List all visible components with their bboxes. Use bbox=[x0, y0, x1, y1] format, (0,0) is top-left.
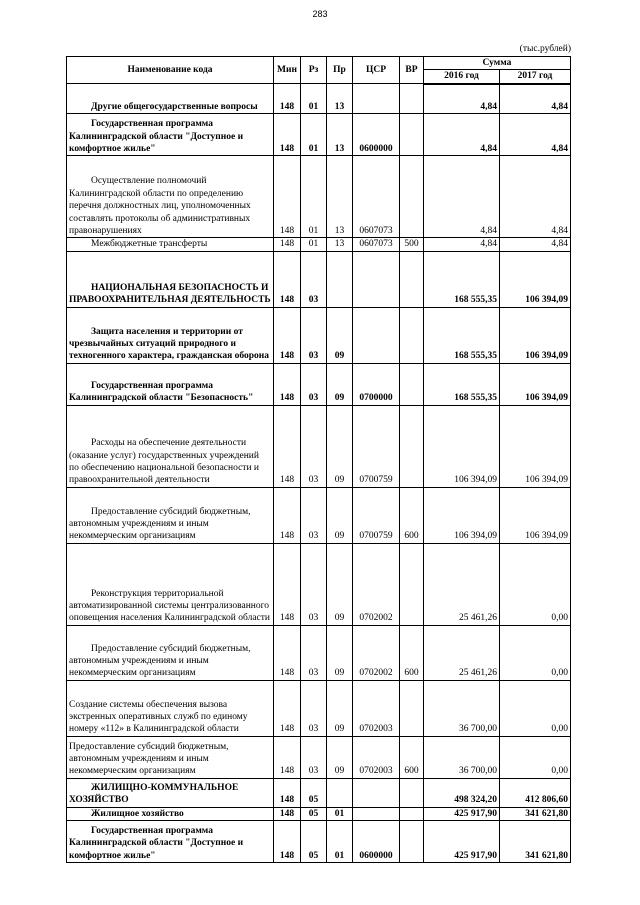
table-row bbox=[67, 84, 571, 114]
table-row bbox=[67, 736, 571, 778]
name-cell: Государственная программа Калининградской области "Доступное и комфортное жилье" bbox=[67, 821, 274, 863]
table-row bbox=[67, 156, 571, 238]
pr-cell: 13 bbox=[327, 84, 353, 114]
sum-2017-cell: 106 394,09 bbox=[500, 251, 571, 307]
vr-cell bbox=[400, 405, 424, 487]
vr-cell bbox=[400, 307, 424, 363]
sum-2016-cell: 168 555,35 bbox=[424, 251, 500, 307]
name-cell: Государственная программа Калининградской области "Безопасность" bbox=[67, 363, 274, 405]
vr-cell bbox=[400, 84, 424, 114]
min-cell: 148 bbox=[274, 238, 301, 251]
sum-2016-cell: 106 394,09 bbox=[424, 405, 500, 487]
csr-cell: 0600000 bbox=[353, 821, 400, 863]
vr-cell bbox=[400, 363, 424, 405]
name-cell: Другие общегосударственные вопросы bbox=[67, 84, 274, 114]
sum-2017-cell: 106 394,09 bbox=[500, 487, 571, 543]
csr-cell: 0702002 bbox=[353, 625, 400, 680]
min-cell: 148 bbox=[274, 680, 301, 736]
csr-cell bbox=[353, 307, 400, 363]
vr-cell bbox=[400, 821, 424, 863]
vr-cell: 600 bbox=[400, 487, 424, 543]
table-row bbox=[67, 778, 571, 807]
rz-cell: 03 bbox=[301, 736, 327, 778]
name-cell: Создание системы обеспечения вызова экстренных оперативных служб по единому номеру «112» в Калининградской области bbox=[67, 680, 274, 736]
units-label: (тыс.рублей) bbox=[519, 44, 571, 54]
min-cell: 148 bbox=[274, 84, 301, 114]
rz-cell: 05 bbox=[301, 821, 327, 863]
header-csr: ЦСР bbox=[353, 57, 400, 84]
name-cell: Реконструкция территориальной автоматизированной системы централизованного оповещения населения Калининградской области bbox=[67, 543, 274, 625]
vr-cell bbox=[400, 156, 424, 238]
sum-2017-cell: 0,00 bbox=[500, 680, 571, 736]
header-rz: Рз bbox=[301, 57, 327, 84]
vr-cell bbox=[400, 251, 424, 307]
csr-cell: 0702003 bbox=[353, 736, 400, 778]
sum-2016-cell: 425 917,90 bbox=[424, 821, 500, 863]
pr-cell: 09 bbox=[327, 405, 353, 487]
pr-cell: 09 bbox=[327, 680, 353, 736]
min-cell: 148 bbox=[274, 405, 301, 487]
name-cell: Межбюджетные трансферты bbox=[67, 238, 274, 251]
pr-cell: 09 bbox=[327, 625, 353, 680]
csr-cell: 0607073 bbox=[353, 156, 400, 238]
name-cell: Защита населения и территории от чрезвычайных ситуаций природного и техногенного характера, гражданская оборона bbox=[67, 307, 274, 363]
header-vr: ВР bbox=[400, 57, 424, 84]
sum-2017-cell: 341 621,80 bbox=[500, 807, 571, 820]
min-cell: 148 bbox=[274, 307, 301, 363]
rz-cell: 03 bbox=[301, 543, 327, 625]
sum-2016-cell: 36 700,00 bbox=[424, 680, 500, 736]
sum-2017-cell: 106 394,09 bbox=[500, 405, 571, 487]
budget-table bbox=[66, 56, 571, 863]
rz-cell: 03 bbox=[301, 251, 327, 307]
vr-cell: 600 bbox=[400, 625, 424, 680]
pr-cell: 13 bbox=[327, 238, 353, 251]
page-number: 283 bbox=[312, 9, 328, 19]
sum-2017-cell: 4,84 bbox=[500, 84, 571, 114]
min-cell: 148 bbox=[274, 363, 301, 405]
pr-cell: 13 bbox=[327, 156, 353, 238]
pr-cell: 01 bbox=[327, 821, 353, 863]
name-cell: Расходы на обеспечение деятельности (оказание услуг) государственных учреждений по обеспечению национальной безопасности и правоохранительной деятельности bbox=[67, 405, 274, 487]
name-cell: Предоставление субсидий бюджетным, автономным учреждениям и иным некоммерческим организациям bbox=[67, 736, 274, 778]
sum-2017-cell: 341 621,80 bbox=[500, 821, 571, 863]
sum-2017-cell: 4,84 bbox=[500, 238, 571, 251]
pr-cell: 09 bbox=[327, 363, 353, 405]
sum-2016-cell: 4,84 bbox=[424, 114, 500, 156]
csr-cell bbox=[353, 807, 400, 820]
pr-cell: 09 bbox=[327, 543, 353, 625]
rz-cell: 03 bbox=[301, 487, 327, 543]
min-cell: 148 bbox=[274, 778, 301, 807]
pr-cell: 09 bbox=[327, 736, 353, 778]
csr-cell: 0600000 bbox=[353, 114, 400, 156]
sum-2016-cell: 168 555,35 bbox=[424, 307, 500, 363]
sum-2016-cell: 425 917,90 bbox=[424, 807, 500, 820]
sum-2017-cell: 0,00 bbox=[500, 625, 571, 680]
table-row bbox=[67, 543, 571, 625]
pr-cell bbox=[327, 251, 353, 307]
table-row bbox=[67, 251, 571, 307]
min-cell: 148 bbox=[274, 807, 301, 820]
sum-2016-cell: 25 461,26 bbox=[424, 543, 500, 625]
min-cell: 148 bbox=[274, 487, 301, 543]
min-cell: 148 bbox=[274, 114, 301, 156]
csr-cell: 0700759 bbox=[353, 405, 400, 487]
rz-cell: 03 bbox=[301, 363, 327, 405]
rz-cell: 03 bbox=[301, 405, 327, 487]
csr-cell: 0702003 bbox=[353, 680, 400, 736]
header-min: Мин bbox=[274, 57, 301, 84]
table-body bbox=[67, 84, 571, 863]
header-2016: 2016 год bbox=[424, 70, 500, 84]
rz-cell: 01 bbox=[301, 156, 327, 238]
vr-cell bbox=[400, 543, 424, 625]
csr-cell bbox=[353, 84, 400, 114]
vr-cell: 500 bbox=[400, 238, 424, 251]
csr-cell bbox=[353, 778, 400, 807]
sum-2017-cell: 106 394,09 bbox=[500, 363, 571, 405]
csr-cell bbox=[353, 251, 400, 307]
name-cell: Предоставление субсидий бюджетным, автономным учреждениям и иным некоммерческим организациям bbox=[67, 487, 274, 543]
name-cell: НАЦИОНАЛЬНАЯ БЕЗОПАСНОСТЬ И ПРАВООХРАНИТЕЛЬНАЯ ДЕЯТЕЛЬНОСТЬ bbox=[67, 251, 274, 307]
csr-cell: 0700759 bbox=[353, 487, 400, 543]
vr-cell bbox=[400, 807, 424, 820]
table-row bbox=[67, 487, 571, 543]
table-row bbox=[67, 821, 571, 863]
header-2017: 2017 год bbox=[500, 70, 571, 84]
csr-cell: 0702002 bbox=[353, 543, 400, 625]
min-cell: 148 bbox=[274, 625, 301, 680]
vr-cell bbox=[400, 114, 424, 156]
sum-2017-cell: 0,00 bbox=[500, 736, 571, 778]
table-row bbox=[67, 807, 571, 820]
rz-cell: 05 bbox=[301, 778, 327, 807]
sum-2016-cell: 25 461,26 bbox=[424, 625, 500, 680]
sum-2017-cell: 0,00 bbox=[500, 543, 571, 625]
sum-2016-cell: 106 394,09 bbox=[424, 487, 500, 543]
name-cell: Жилищное хозяйство bbox=[67, 807, 274, 820]
sum-2016-cell: 498 324,20 bbox=[424, 778, 500, 807]
sum-2016-cell: 36 700,00 bbox=[424, 736, 500, 778]
min-cell: 148 bbox=[274, 543, 301, 625]
table-row bbox=[67, 405, 571, 487]
sum-2016-cell: 4,84 bbox=[424, 238, 500, 251]
sum-2016-cell: 4,84 bbox=[424, 156, 500, 238]
rz-cell: 01 bbox=[301, 84, 327, 114]
pr-cell bbox=[327, 778, 353, 807]
sum-2017-cell: 106 394,09 bbox=[500, 307, 571, 363]
rz-cell: 01 bbox=[301, 114, 327, 156]
table-row bbox=[67, 307, 571, 363]
pr-cell: 09 bbox=[327, 487, 353, 543]
pr-cell: 01 bbox=[327, 807, 353, 820]
sum-2016-cell: 168 555,35 bbox=[424, 363, 500, 405]
vr-cell bbox=[400, 680, 424, 736]
sum-2017-cell: 4,84 bbox=[500, 114, 571, 156]
table-row bbox=[67, 114, 571, 156]
header-name: Наименование кода bbox=[67, 57, 274, 84]
name-cell: Государственная программа Калининградской области "Доступное и комфортное жилье" bbox=[67, 114, 274, 156]
header-pr: Пр bbox=[327, 57, 353, 84]
header-sum: Сумма bbox=[424, 57, 571, 70]
table-row bbox=[67, 680, 571, 736]
name-cell: ЖИЛИЩНО-КОММУНАЛЬНОЕ ХОЗЯЙСТВО bbox=[67, 778, 274, 807]
csr-cell: 0700000 bbox=[353, 363, 400, 405]
table-row bbox=[67, 363, 571, 405]
csr-cell: 0607073 bbox=[353, 238, 400, 251]
name-cell: Предоставление субсидий бюджетным, автономным учреждениям и иным некоммерческим организациям bbox=[67, 625, 274, 680]
rz-cell: 05 bbox=[301, 807, 327, 820]
min-cell: 148 bbox=[274, 251, 301, 307]
sum-2017-cell: 412 806,60 bbox=[500, 778, 571, 807]
min-cell: 148 bbox=[274, 736, 301, 778]
table-row bbox=[67, 625, 571, 680]
min-cell: 148 bbox=[274, 156, 301, 238]
rz-cell: 03 bbox=[301, 625, 327, 680]
sum-2016-cell: 4,84 bbox=[424, 84, 500, 114]
rz-cell: 03 bbox=[301, 307, 327, 363]
pr-cell: 09 bbox=[327, 307, 353, 363]
sum-2017-cell: 4,84 bbox=[500, 156, 571, 238]
table-row bbox=[67, 238, 571, 251]
vr-cell: 600 bbox=[400, 736, 424, 778]
pr-cell: 13 bbox=[327, 114, 353, 156]
rz-cell: 03 bbox=[301, 680, 327, 736]
min-cell: 148 bbox=[274, 821, 301, 863]
rz-cell: 01 bbox=[301, 238, 327, 251]
name-cell: Осуществление полномочий Калининградской области по определению перечня должностных лиц, уполномоченных составлять протоколы об административных правонарушениях bbox=[67, 156, 274, 238]
vr-cell bbox=[400, 778, 424, 807]
